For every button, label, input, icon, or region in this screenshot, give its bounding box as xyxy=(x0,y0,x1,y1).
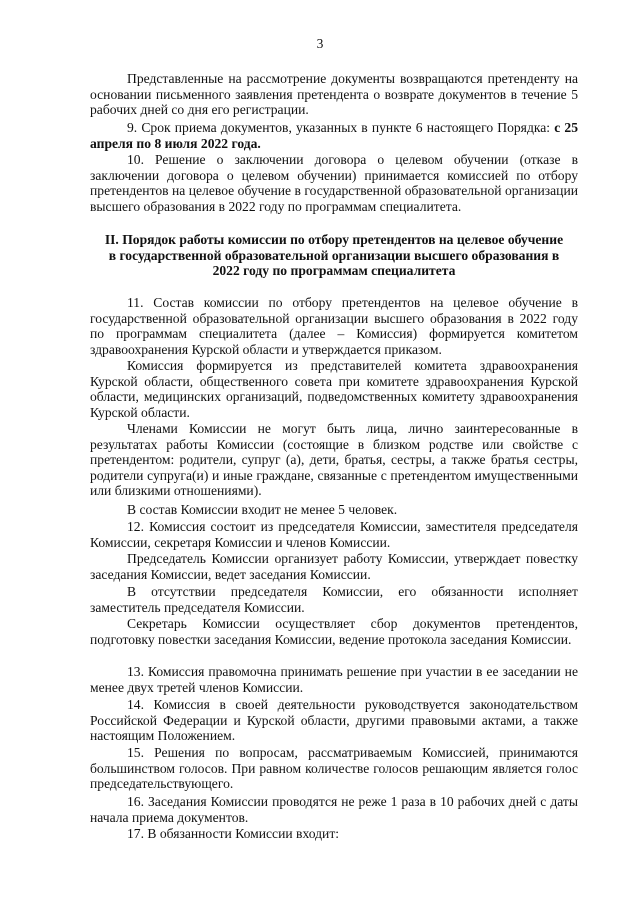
item-13-paragraph xyxy=(90,664,578,695)
heading-text: II. Порядок работы комиссии по отбору претендентов на целевое обучение в государственной образовательной организации высшего образования в 2022 году по программам специалитета xyxy=(104,232,564,279)
chairman-paragraph xyxy=(90,551,578,582)
return-documents-paragraph xyxy=(90,71,578,118)
paragraph-text: 11. Состав комиссии по отбору претендентов на целевое обучение в государственной образовательной организации высшего образования в 2022 году по программам специалитета (далее – Комиссия) формируется комитетом здравоохранения Курской области и утверждается приказом. xyxy=(90,295,578,357)
paragraph-text: 10. Решение о заключении договора о целевом обучении (отказе в заключении договора о целевом обучении) принимается комиссией по отбору претендентов на целевое обучение в государственной образовательной организации высшего образования в 2022 году по программам специалитета. xyxy=(90,152,578,214)
page-number: 3 xyxy=(316,36,324,51)
paragraph-text: 12. Комиссия состоит из председателя Комиссии, заместителя председателя Комиссии, секретаря Комиссии и членов Комиссии. xyxy=(90,519,578,550)
paragraph-text: Комиссия формируется из представителей комитета здравоохранения Курской области, общественного совета при комитете здравоохранения Курской области, медицинских организаций, подведомственных комитету здравоохранения Курской области. xyxy=(90,358,578,420)
paragraph-text: 9. Срок приема документов, указанных в пункте 6 настоящего Порядка: xyxy=(127,120,555,135)
paragraph-text: В отсутствии председателя Комиссии, его обязанности исполняет заместитель председателя Комиссии. xyxy=(90,584,578,615)
item-15-paragraph xyxy=(90,745,578,792)
item-17-paragraph xyxy=(90,826,578,842)
item-10-paragraph xyxy=(90,152,578,214)
item-9-paragraph xyxy=(90,120,578,151)
paragraph-text: 15. Решения по вопросам, рассматриваемым Комиссией, принимаются большинством голосов. При равном количестве голосов решающим является голос председательствующего. xyxy=(90,745,578,792)
paragraph-text: 14. Комиссия в своей деятельности руководствуется законодательством Российской Федерации и Курской области, другими правовыми актами, а также настоящим Положением. xyxy=(90,697,578,744)
item-16-paragraph xyxy=(90,794,578,825)
paragraph-text: Секретарь Комиссии осуществляет сбор документов претендентов, подготовку повестки заседания Комиссии, ведение протокола заседания Комиссии. xyxy=(90,616,578,647)
paragraph-text: Председатель Комиссии организует работу Комиссии, утверждает повестку заседания Комиссии, ведет заседания Комиссии. xyxy=(90,551,578,582)
paragraph-text: Представленные на рассмотрение документы возвращаются претенденту на основании письменного заявления претендента о возврате документов в течение 5 рабочих дней со дня его регистрации. xyxy=(90,71,578,118)
paragraph-text: В состав Комиссии входит не менее 5 человек. xyxy=(127,502,398,517)
paragraph-text: 16. Заседания Комиссии проводятся не реже 1 раза в 10 рабочих дней с даты начала приема документов. xyxy=(90,794,578,825)
section-2-heading xyxy=(90,232,578,279)
min-members-paragraph xyxy=(90,502,578,518)
item-14-paragraph xyxy=(90,697,578,744)
paragraph-text: 17. В обязанности Комиссии входит: xyxy=(127,826,340,841)
deputy-paragraph xyxy=(90,584,578,615)
item-11-paragraph xyxy=(90,295,578,357)
secretary-paragraph xyxy=(90,616,578,647)
members-restriction-paragraph xyxy=(90,421,578,499)
paragraph-text: Членами Комиссии не могут быть лица, лично заинтересованные в результатах работы Комиссии (состоящие в близком родстве или свойстве с претендентом: родители, супруг (а), дети, братья, сестры, а также братья сестры, родители супруга(и) и иные граждане, связанные с претендентом имущественными или близкими отношениями). xyxy=(90,421,578,499)
item-12-paragraph xyxy=(90,519,578,550)
paragraph-text: 13. Комиссия правомочна принимать решение при участии в ее заседании не менее двух третей членов Комиссии. xyxy=(90,664,578,695)
date-range-bold: с 25 апреля по 8 июля 2022 года. xyxy=(90,120,578,151)
commission-formation-paragraph xyxy=(90,358,578,420)
